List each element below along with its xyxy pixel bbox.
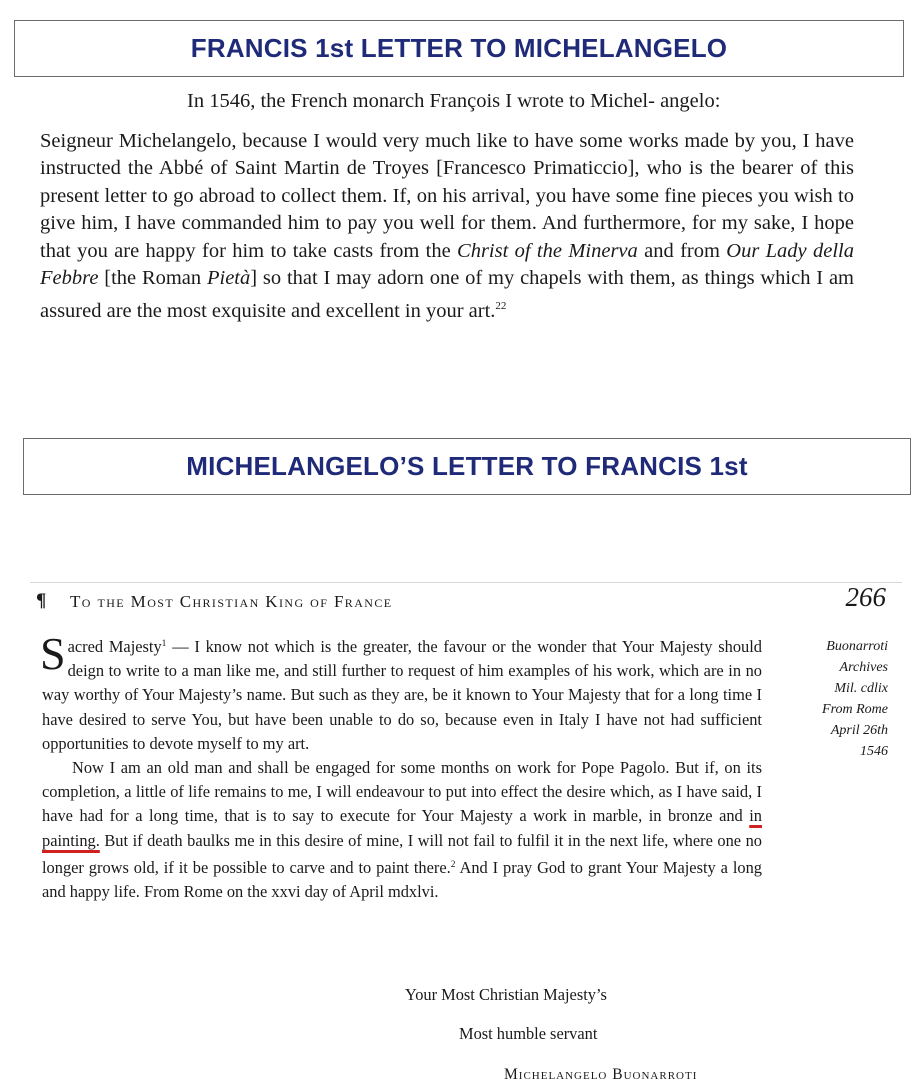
margin-source-note: [772, 636, 888, 762]
letter-paragraph-2: [42, 756, 762, 904]
excerpt-footnote-ref: 22: [495, 299, 507, 312]
pilcrow-icon: ¶: [36, 590, 47, 611]
excerpt-text-4: ] so that I may adorn one of my chapels with them, as things which I am assured are the most exquisite and excellent in your art.: [40, 267, 854, 322]
signature: Michelangelo Buonarroti: [504, 1066, 698, 1083]
excerpt-text-1: Seigneur Michelangelo, because I would very much like to have some works made by you, I have instructed the Abbé of Saint Martin de Troyes [Francesco Primaticcio], who is the bearer of this present letter to go abroad to collect them. If, on his arrival, you have some fine pieces you wish to give him, I have commanded him to pay you well for them. And furthermore, for my sake, I hope that you are happy for him to take casts from the: [40, 129, 854, 262]
top-title-text: FRANCIS 1st LETTER TO MICHELANGELO: [190, 33, 728, 63]
margin-note-line: Archives: [839, 660, 888, 675]
letter-heading: To the Most Christian King of France: [70, 592, 393, 611]
excerpt-text-2: and from: [637, 239, 727, 262]
p1-text-b: — I know not which is the greater, the favour or the wonder that Your Majesty should deign to write to a man like me, and still further to request of him examples of his work, which are in no way worthy of Your Majesty’s name. But such as they are, be it known to Your Majesty that for a long time I have desired to serve You, but have been unable to do so, because even in Italy I have not had sufficient opportunities to devote myself to my art.: [42, 637, 762, 753]
margin-note-line: Buonarroti: [826, 639, 888, 654]
excerpt-italic-lady: Our Lady della Febbre: [40, 239, 854, 289]
p2-text-a: Now I am an old man and shall be engaged for some months on work for Pope Pagolo. But if, on its completion, a little of life remains to me, I will endeavour to put into effect the desire which, as I have said, I have had for a long time, that is to say to execute for Your Majesty a work in marble, in bronze and: [42, 758, 762, 826]
middle-title-banner: [23, 438, 911, 495]
p1-footnote-ref: 1: [161, 639, 167, 649]
p2-text-b: But if death baulks me in this desire of mine, I will not fail to fulfil it in the next life, where one no longer grows old, if it be possible to carve and to paint there.: [42, 830, 762, 877]
page-top-rule: [30, 582, 902, 583]
drop-cap: S: [40, 628, 66, 679]
excerpt-italic-christ: Christ of the Minerva: [457, 239, 638, 262]
top-title-banner: [14, 20, 904, 77]
excerpt-italic-pieta: Pietà: [206, 267, 251, 289]
p1-text-a: acred Majesty: [67, 637, 162, 656]
middle-title-text: MICHELANGELO’S LETTER TO FRANCIS 1st: [186, 451, 748, 481]
michelangelo-letter-body: [40, 628, 762, 904]
p2-footnote-ref: 2: [450, 859, 456, 870]
excerpt-body: [40, 128, 854, 326]
excerpt-intro: In 1546, the French monarch François I wrote to Michel- angelo:: [187, 90, 721, 112]
letter-paragraph-1: [40, 628, 762, 756]
closing-line-2: Most humble servant: [459, 1024, 598, 1043]
margin-note-line: From Rome: [822, 702, 888, 717]
excerpt-text-3: [the Roman: [98, 267, 207, 289]
margin-note-line: Mil. cdlix: [834, 681, 888, 696]
margin-note-line: April 26th: [830, 723, 888, 738]
margin-note-line: 1546: [860, 744, 888, 759]
francis-letter-excerpt: [40, 88, 854, 410]
page-number: 266: [845, 582, 886, 612]
underlined-phrase: in painting.: [42, 806, 762, 850]
p2-text-c: And I pray God to grant Your Majesty a long and happy life. From Rome on the xxvi day of April mdxlvi.: [42, 857, 762, 902]
closing-line-1: Your Most Christian Majesty’s: [405, 985, 607, 1004]
letter-header: [36, 582, 886, 618]
